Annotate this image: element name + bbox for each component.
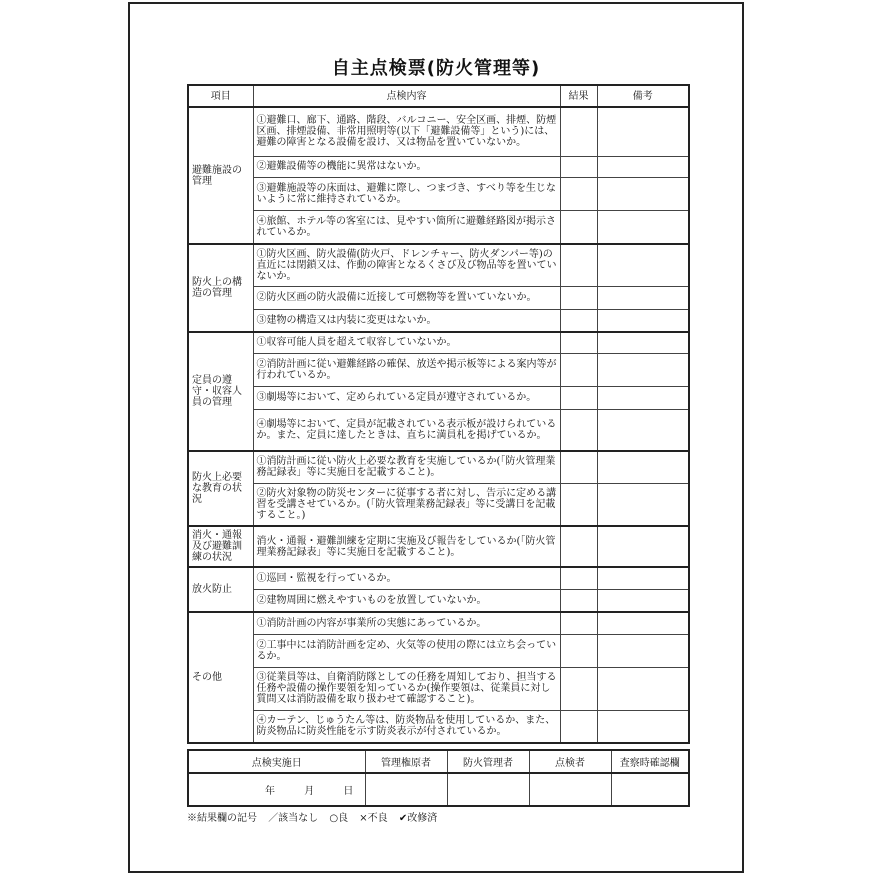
owner-field[interactable] <box>365 773 447 806</box>
table-row <box>188 286 689 309</box>
category-cell: 防火上必要な教育の状況 <box>188 451 253 526</box>
note-cell[interactable] <box>597 612 689 634</box>
result-cell[interactable] <box>560 483 597 526</box>
owner-label: 管理権原者 <box>365 750 447 773</box>
result-cell[interactable] <box>560 353 597 386</box>
table-row <box>188 634 689 667</box>
table-row <box>188 526 689 567</box>
check-item: ②消防計画に従い避難経路の確保、放送や掲示板等による案内等が行われているか。 <box>253 353 560 386</box>
check-item: ①収容可能人員を超えて収容していないか。 <box>253 332 560 353</box>
review-field[interactable] <box>611 773 689 806</box>
header-content: 点検内容 <box>253 85 560 107</box>
table-row <box>188 567 689 589</box>
note-cell[interactable] <box>597 156 689 177</box>
signature-value-row <box>188 773 689 806</box>
legend-item: ×不良 <box>359 813 388 824</box>
check-item: ④旅館、ホテル等の客室には、見やすい箇所に避難経路図が掲示されているか。 <box>253 210 560 244</box>
page-title: 自主点検票(防火管理等) <box>331 58 541 79</box>
check-item: ④カーテン、じゅうたん等は、防炎物品を使用しているか、また、防炎物品に防炎性能を示す防炎表示が付されているか。 <box>253 710 560 743</box>
table-row <box>188 353 689 386</box>
check-item: ①防火区画、防火設備(防火戸、ドレンチャー、防火ダンパー等)の直近には閉鎖又は、作動の障害となるくさび及び物品等を置いていないか。 <box>253 244 560 286</box>
table-row <box>188 156 689 177</box>
check-item: ②防火対象物の防災センターに従事する者に対し、告示に定める講習を受講させているか。(「防火管理業務記録表」等に受講日を記載すること。) <box>253 483 560 526</box>
inspector-field[interactable] <box>529 773 611 806</box>
year-unit: 年 <box>265 786 275 797</box>
result-cell[interactable] <box>560 667 597 710</box>
category-cell: 防火上の構造の管理 <box>188 244 253 332</box>
note-cell[interactable] <box>597 386 689 409</box>
note-cell[interactable] <box>597 589 689 612</box>
check-item: ③避難施設等の床面は、避難に際し、つまづき、すべり等を生じないように常に維持されているか。 <box>253 177 560 210</box>
table-row <box>188 177 689 210</box>
result-cell[interactable] <box>560 710 597 743</box>
result-cell[interactable] <box>560 177 597 210</box>
header-note: 備考 <box>597 85 689 107</box>
table-row <box>188 332 689 353</box>
category-cell: 放火防止 <box>188 567 253 612</box>
manager-label: 防火管理者 <box>447 750 529 773</box>
legend-prefix: ※結果欄の記号 <box>187 813 257 824</box>
result-cell[interactable] <box>560 309 597 332</box>
signature-header-row <box>188 750 689 773</box>
result-cell[interactable] <box>560 107 597 156</box>
review-label: 査察時確認欄 <box>611 750 689 773</box>
check-item: ①避難口、廊下、通路、階段、バルコニー、安全区画、排煙、防煙区画、排煙設備、非常用照明等(以下「避難設備等」という)には、避難の障害となる設備を設け、又は物品を置いていないか。 <box>253 107 560 156</box>
inspection-table <box>187 84 690 744</box>
result-cell[interactable] <box>560 156 597 177</box>
result-cell[interactable] <box>560 210 597 244</box>
table-row <box>188 409 689 451</box>
result-cell[interactable] <box>560 386 597 409</box>
result-cell[interactable] <box>560 286 597 309</box>
check-item: 消火・通報・避難訓練を定期に実施及び報告をしているか(「防火管理業務記録表」等に実施日を記載すること)。 <box>253 526 560 567</box>
header-item: 項目 <box>188 85 253 107</box>
note-cell[interactable] <box>597 526 689 567</box>
month-unit: 月 <box>304 786 315 797</box>
check-item: ③劇場等において、定められている定員が遵守されているか。 <box>253 386 560 409</box>
note-cell[interactable] <box>597 286 689 309</box>
table-row <box>188 107 689 156</box>
note-cell[interactable] <box>597 451 689 483</box>
table-row <box>188 483 689 526</box>
result-legend <box>187 809 445 824</box>
result-cell[interactable] <box>560 244 597 286</box>
note-cell[interactable] <box>597 483 689 526</box>
table-row <box>188 710 689 743</box>
result-cell[interactable] <box>560 409 597 451</box>
legend-item: ✔改修済 <box>398 813 438 824</box>
table-row <box>188 210 689 244</box>
inspection-sheet <box>128 2 744 873</box>
check-item: ②防火区画の防火設備に近接して可燃物等を置いていないか。 <box>253 286 560 309</box>
table-row <box>188 589 689 612</box>
table-row <box>188 386 689 409</box>
check-item: ④劇場等において、定員が記載されている表示板が設けられているか。また、定員に達したときは、直ちに満員札を掲げているか。 <box>253 409 560 451</box>
check-item: ②建物周囲に燃えやすいものを放置していないか。 <box>253 589 560 612</box>
note-cell[interactable] <box>597 210 689 244</box>
check-item: ③建物の構造又は内装に変更はないか。 <box>253 309 560 332</box>
category-cell: 消火・通報及び避難訓練の状況 <box>188 526 253 567</box>
check-item: ③従業員等は、自衛消防隊としての任務を周知しており、担当する任務や設備の操作要領を知っているか(操作要領は、従業員に対し質問又は消防設備を取り扱わせて確認すること)。 <box>253 667 560 710</box>
check-item: ①巡回・監視を行っているか。 <box>253 567 560 589</box>
legend-item: ／該当なし <box>268 813 319 824</box>
check-item: ①消防計画の内容が事業所の実態にあっているか。 <box>253 612 560 634</box>
result-cell[interactable] <box>560 526 597 567</box>
note-cell[interactable] <box>597 332 689 353</box>
header-result: 結果 <box>560 85 597 107</box>
day-unit: 日 <box>343 786 354 797</box>
result-cell[interactable] <box>560 332 597 353</box>
category-cell: その他 <box>188 612 253 743</box>
date-label: 点検実施日 <box>188 750 365 773</box>
result-cell[interactable] <box>560 612 597 634</box>
table-row <box>188 244 689 286</box>
legend-item: ○良 <box>329 813 349 824</box>
note-cell[interactable] <box>597 244 689 286</box>
note-cell[interactable] <box>597 667 689 710</box>
note-cell[interactable] <box>597 409 689 451</box>
table-row <box>188 451 689 483</box>
result-cell[interactable] <box>560 451 597 483</box>
result-cell[interactable] <box>560 567 597 589</box>
table-row <box>188 309 689 332</box>
date-field[interactable] <box>188 773 365 806</box>
table-header-row <box>188 85 689 107</box>
category-cell: 定員の遵守・収容人員の管理 <box>188 332 253 451</box>
table-row <box>188 667 689 710</box>
note-cell[interactable] <box>597 567 689 589</box>
inspector-label: 点検者 <box>529 750 611 773</box>
note-cell[interactable] <box>597 710 689 743</box>
check-item: ②避難設備等の機能に異常はないか。 <box>253 156 560 177</box>
check-item: ②工事中には消防計画を定め、火気等の使用の際には立ち会っているか。 <box>253 634 560 667</box>
result-cell[interactable] <box>560 634 597 667</box>
check-item: ①消防計画に従い防火上必要な教育を実施しているか(「防火管理業務記録表」等に実施日を記載すること)。 <box>253 451 560 483</box>
result-cell[interactable] <box>560 589 597 612</box>
signature-table <box>187 749 690 807</box>
table-row <box>188 612 689 634</box>
note-cell[interactable] <box>597 353 689 386</box>
note-cell[interactable] <box>597 309 689 332</box>
category-cell: 避難施設の管理 <box>188 107 253 244</box>
note-cell[interactable] <box>597 634 689 667</box>
note-cell[interactable] <box>597 107 689 156</box>
note-cell[interactable] <box>597 177 689 210</box>
manager-field[interactable] <box>447 773 529 806</box>
